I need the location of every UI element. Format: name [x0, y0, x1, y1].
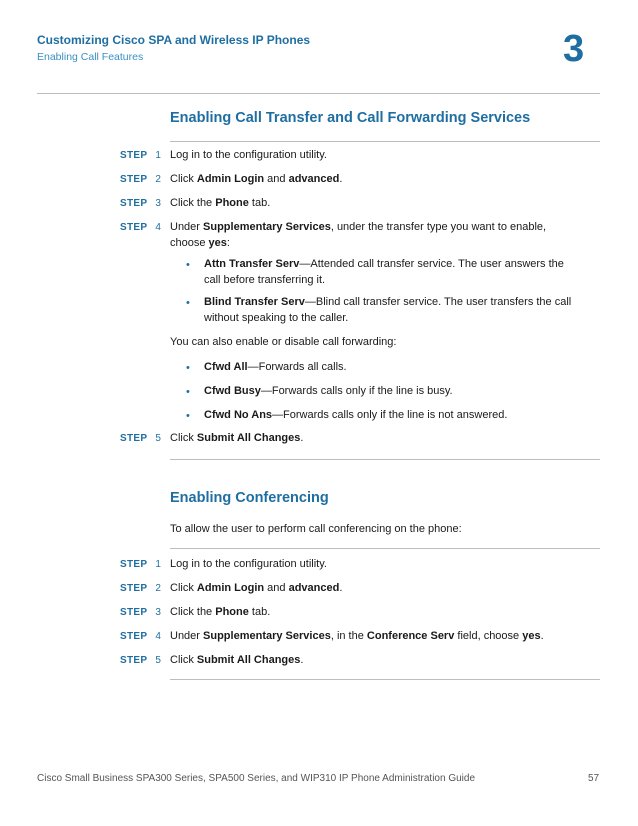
step-text: Under Supplementary Services, in the Conference Serv field, choose yes.	[170, 630, 544, 642]
page-number: 57	[588, 773, 600, 784]
step-label: STEP 1	[120, 559, 162, 570]
section-divider	[170, 548, 600, 549]
step-label: STEP 1	[120, 150, 162, 161]
running-header-title: Customizing Cisco SPA and Wireless IP Phones	[37, 33, 311, 47]
running-header-subtitle: Enabling Call Features	[37, 51, 144, 63]
bullet-marker: •	[186, 386, 190, 398]
section-divider	[170, 141, 600, 142]
header-divider	[37, 93, 600, 94]
step-label: STEP 3	[120, 607, 162, 618]
forwarding-intro: You can also enable or disable call forwarding:	[170, 336, 397, 348]
bullet-marker: •	[186, 297, 190, 309]
section-divider	[170, 459, 600, 460]
bullet-text: Cfwd Busy—Forwards calls only if the line is busy.	[204, 385, 453, 397]
conferencing-intro: To allow the user to perform call conferencing on the phone:	[170, 523, 462, 535]
step-text: Click Admin Login and advanced.	[170, 582, 343, 594]
step-label: STEP 5	[120, 433, 162, 444]
step-text: Log in to the configuration utility.	[170, 558, 327, 570]
step-text: Click the Phone tab.	[170, 197, 271, 209]
section-divider	[170, 679, 600, 680]
step-label: STEP 4	[120, 222, 162, 233]
bullet-text: Cfwd No Ans—Forwards calls only if the line is not answered.	[204, 409, 508, 421]
footer-text: Cisco Small Business SPA300 Series, SPA500 Series, and WIP310 IP Phone Administration Guide	[37, 773, 476, 784]
step-label: STEP 5	[120, 655, 162, 666]
bullet-text: Cfwd All—Forwards all calls.	[204, 361, 347, 373]
bullet-marker: •	[186, 362, 190, 374]
step-text: Click the Phone tab.	[170, 606, 271, 618]
bullet-marker: •	[186, 259, 190, 271]
step-text: Click Admin Login and advanced.	[170, 173, 343, 185]
step-text: Click Submit All Changes.	[170, 432, 304, 444]
bullet-text: Attn Transfer Serv—Attended call transfer service. The user answers the call before transferring it.	[204, 258, 564, 286]
step-label: STEP 3	[120, 198, 162, 209]
step-label: STEP 4	[120, 631, 162, 642]
step-label: STEP 2	[120, 174, 162, 185]
step-text: Log in to the configuration utility.	[170, 149, 327, 161]
section-heading-call-transfer: Enabling Call Transfer and Call Forwarding Services	[170, 110, 531, 126]
step-text: Under Supplementary Services, under the transfer type you want to enable, choose yes:	[170, 221, 547, 249]
step-label: STEP 2	[120, 583, 162, 594]
section-heading-conferencing: Enabling Conferencing	[170, 490, 329, 506]
bullet-text: Blind Transfer Serv—Blind call transfer service. The user transfers the call without speaking to the caller.	[204, 296, 572, 324]
chapter-number: 3	[563, 28, 585, 70]
bullet-marker: •	[186, 410, 190, 422]
step-text: Click Submit All Changes.	[170, 654, 304, 666]
